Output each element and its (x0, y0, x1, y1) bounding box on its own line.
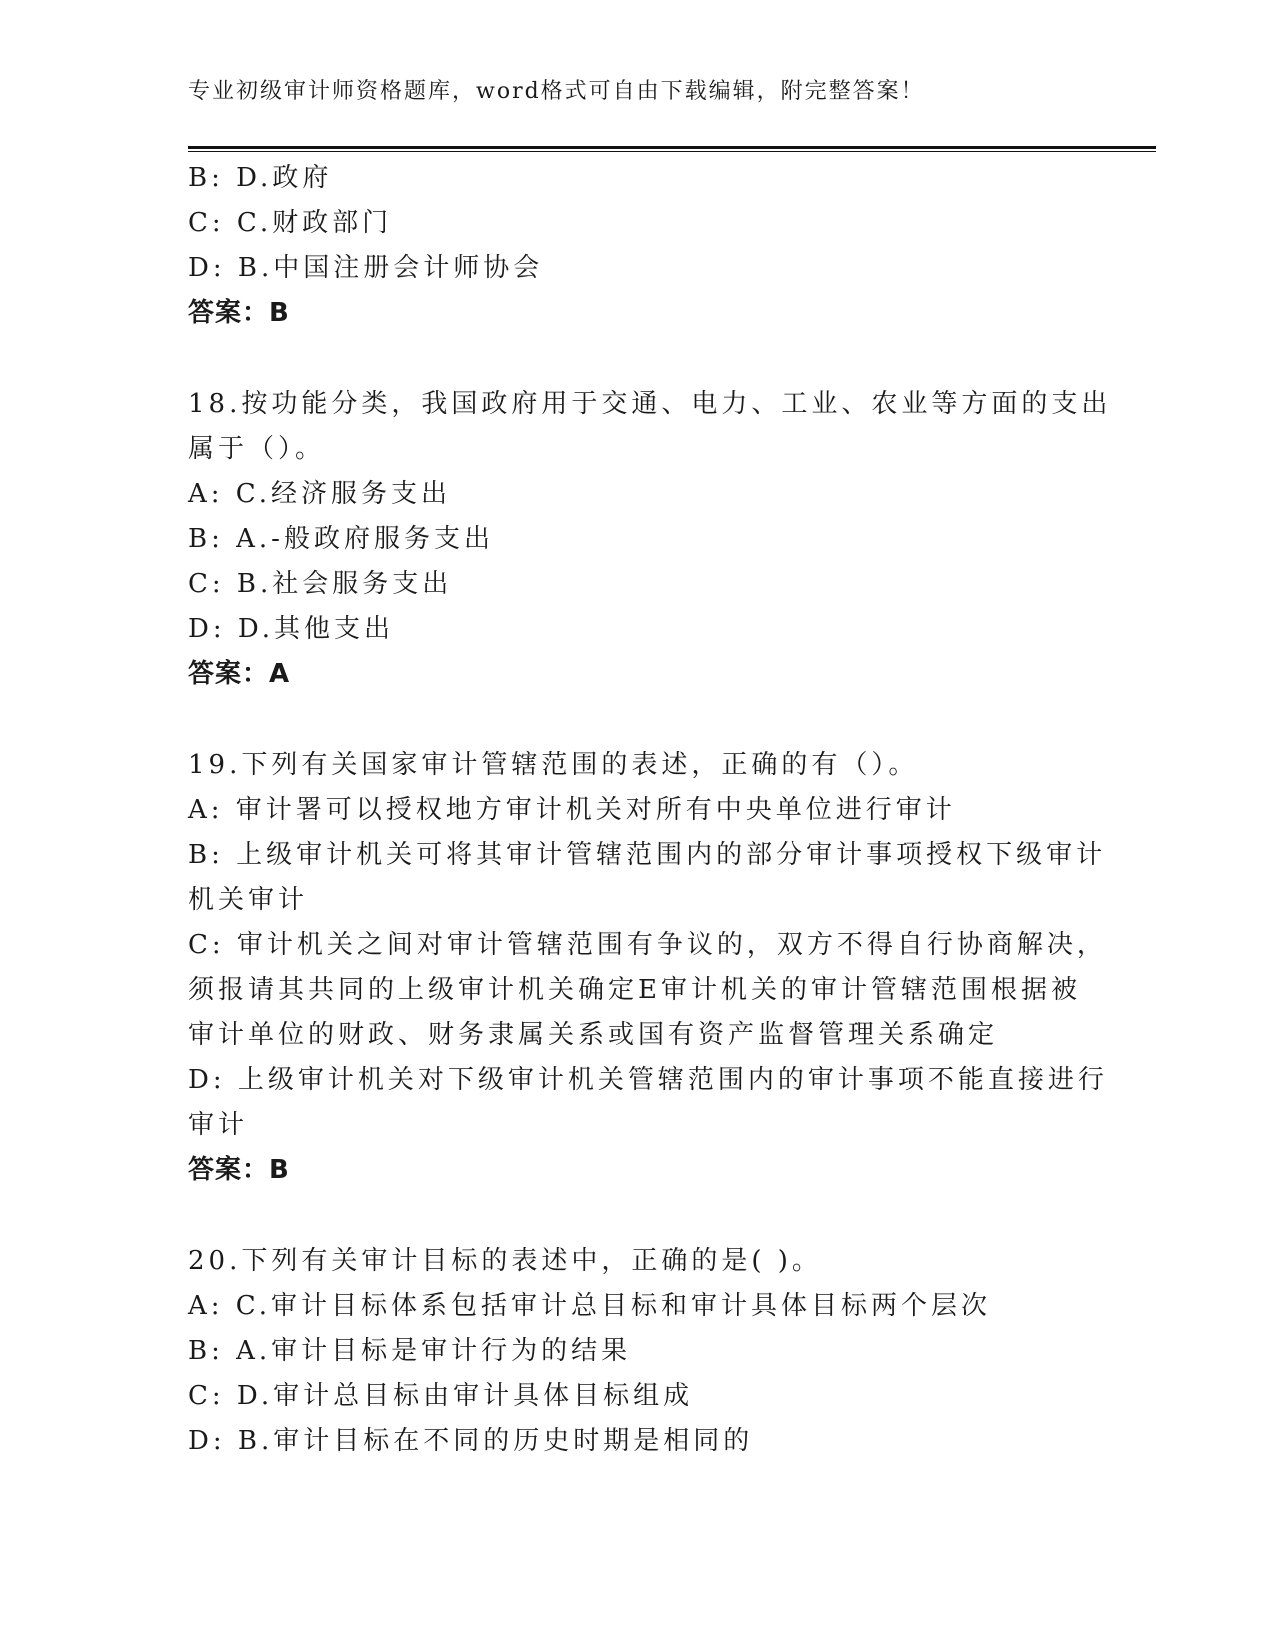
option-b: B: 上级审计机关可将其审计管辖范围内的部分审计事项授权下级审计 (188, 840, 1107, 870)
question-17 (188, 156, 1088, 336)
spacer (188, 1193, 1088, 1239)
option-c-continued: 须报请其共同的上级审计机关确定E审计机关的审计管辖范围根据被 (188, 975, 1081, 1005)
answer: 答案：A (188, 659, 291, 689)
header-rule-thick (188, 146, 1156, 149)
question-text: 18.按功能分类，我国政府用于交通、电力、工业、农业等方面的支出 (188, 389, 1112, 419)
option-c: C: D.审计总目标由审计具体目标组成 (188, 1381, 694, 1411)
spacer (188, 697, 1088, 743)
option-b: B: D.政府 (188, 163, 333, 193)
option-b: B: A.审计目标是审计行为的结果 (188, 1336, 632, 1366)
spacer (188, 336, 1088, 382)
page-header: 专业初级审计师资格题库，word格式可自由下载编辑，附完整答案！ (188, 79, 925, 104)
option-b-continued: 机关审计 (188, 885, 309, 915)
option-c: C: C.财政部门 (188, 208, 393, 238)
option-c: C: B.社会服务支出 (188, 569, 453, 599)
question-text: 属于（）。 (188, 434, 326, 464)
option-d: D: 上级审计机关对下级审计机关管辖范围内的审计事项不能直接进行 (188, 1065, 1108, 1095)
question-19 (188, 743, 1108, 1193)
page-content (188, 156, 1112, 1464)
option-d: D: B.中国注册会计师协会 (188, 253, 544, 283)
option-d: D: B.审计目标在不同的历史时期是相同的 (188, 1426, 754, 1456)
question-20 (188, 1239, 1088, 1464)
option-d: D: D.其他支出 (188, 614, 395, 644)
option-c-continued: 审计单位的财政、财务隶属关系或国有资产监督管理关系确定 (188, 1020, 999, 1050)
answer: 答案：B (188, 298, 290, 328)
option-a: A: C.经济服务支出 (188, 479, 452, 509)
question-text: 19.下列有关国家审计管辖范围的表述，正确的有（）。 (188, 750, 919, 780)
question-18 (188, 382, 1112, 697)
option-b: B: A.-般政府服务支出 (188, 524, 494, 554)
header-rule-thin (188, 151, 1156, 152)
question-text: 20.下列有关审计目标的表述中，正确的是( )。 (188, 1246, 822, 1276)
option-d-continued: 审计 (188, 1110, 249, 1140)
option-a: A: 审计署可以授权地方审计机关对所有中央单位进行审计 (188, 795, 956, 825)
option-a: A: C.审计目标体系包括审计总目标和审计具体目标两个层次 (188, 1291, 992, 1321)
option-c: C: 审计机关之间对审计管辖范围有争议的，双方不得自行协商解决， (188, 930, 1107, 960)
answer: 答案：B (188, 1155, 290, 1185)
